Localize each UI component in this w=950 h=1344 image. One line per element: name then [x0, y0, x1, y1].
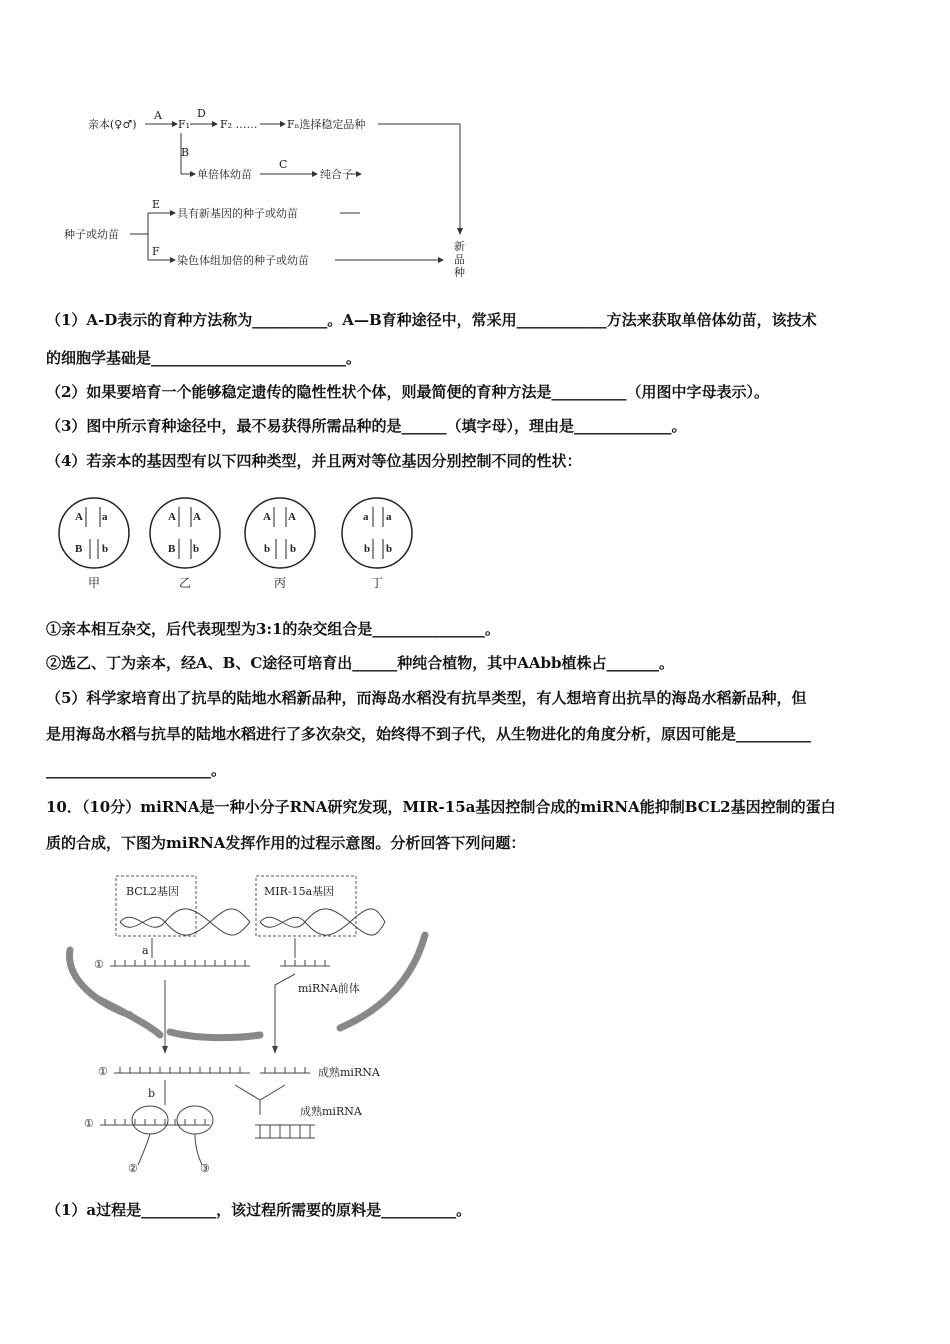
circle-3: ③	[200, 1162, 210, 1175]
parent-label: 亲本(♀♂)	[88, 118, 137, 131]
label-seed: 种子或幼苗	[64, 228, 119, 241]
svg-text:A: A	[193, 511, 201, 523]
genotype-cells	[50, 495, 430, 590]
label-f2: F₂ ……	[220, 118, 258, 131]
svg-text:b: b	[102, 543, 109, 555]
label-polyploid: 染色体组加倍的种子或幼苗	[177, 254, 309, 267]
bcl2-dna	[120, 909, 250, 935]
label-newvar-1: 新	[454, 240, 465, 253]
cell-yi-label: 乙	[179, 576, 192, 590]
svg-text:a: a	[363, 511, 369, 523]
mature-label-2: 成熟miRNA	[300, 1105, 362, 1118]
label-newgene: 具有新基因的种子或幼苗	[177, 207, 298, 220]
arrowhead-fn	[280, 121, 286, 127]
arrowhead-pure	[356, 171, 362, 177]
label-b: b	[148, 1087, 156, 1100]
mature-label-1: 成熟miRNA	[318, 1066, 380, 1079]
question-3: （3）图中所示育种途径中，最不易获得所需品种的是______（填字母），理由是_____________。	[46, 417, 687, 435]
bcl2-gene-label: BCL2基因	[126, 885, 180, 898]
label-a: a	[142, 944, 149, 957]
question-4-1: ①亲本相互杂交，后代表现型为3:1的杂交组合是_______________。	[46, 620, 500, 638]
circle-1c: ①	[84, 1117, 94, 1130]
arrowhead-d	[212, 121, 218, 127]
cell-bing-label: 丙	[274, 576, 287, 590]
svg-text:a: a	[386, 511, 392, 523]
mir-gene-label: MIR-15a基因	[264, 885, 335, 898]
cell-jia-label: 甲	[88, 576, 101, 590]
arrowhead-down	[457, 228, 463, 235]
question-5-line3: ______________________。	[46, 761, 227, 779]
svg-text:b: b	[264, 543, 271, 555]
cell-bing	[245, 498, 315, 590]
question-10-line1: 10．（10分）miRNA是一种小分子RNA研究发现，MIR-15a基因控制合成的miRNA能抑制BCL2基因控制的蛋白	[46, 798, 836, 816]
nuclear-membrane	[70, 935, 425, 1038]
label-f: F	[152, 245, 160, 258]
arrowhead-c	[312, 171, 318, 177]
svg-text:b: b	[193, 543, 200, 555]
svg-text:A: A	[168, 511, 176, 523]
arrowhead-haploid	[190, 171, 196, 177]
precursor-label: miRNA前体	[298, 982, 360, 995]
question-2: （2）如果要培育一个能够稳定遗传的隐性性状个体，则最简便的育种方法是__________（用图中字母表示）。	[46, 383, 769, 401]
arrowhead-e	[170, 210, 176, 216]
label-c: C	[279, 158, 288, 171]
question-5-line1: （5）科学家培育出了抗旱的陆地水稻新品种，而海岛水稻没有抗旱类型，有人想培育出抗旱的海岛水稻新品种，但	[46, 689, 807, 707]
label-newvar-3: 种	[454, 266, 465, 279]
question-5-line2: 是用海岛水稻与抗旱的陆地水稻进行了多次杂交，始终得不到子代，从生物进化的角度分析，原因可能是__________	[46, 725, 812, 743]
svg-text:A: A	[75, 511, 83, 523]
mirna-diagram	[40, 870, 440, 1180]
label-pure: 纯合子	[320, 168, 353, 181]
label-haploid: 单倍体幼苗	[197, 168, 252, 181]
cell-jia	[59, 498, 129, 590]
label-b: B	[181, 146, 190, 159]
svg-text:B: B	[75, 543, 83, 555]
question-4: （4）若亲本的基因型有以下四种类型，并且两对等位基因分别控制不同的性状：	[46, 452, 582, 470]
circle-2: ②	[128, 1162, 138, 1175]
arrowhead-f	[170, 257, 176, 263]
question-1-line1: （1）A-D表示的育种方法称为__________。A—B育种途径中，常采用____________方法来获取单倍体幼苗，该技术	[46, 311, 817, 329]
svg-text:A: A	[263, 511, 271, 523]
cell-ding-label: 丁	[371, 576, 384, 590]
cell-ding	[342, 498, 412, 590]
cell-yi	[150, 498, 220, 590]
svg-text:a: a	[102, 511, 108, 523]
svg-text:A: A	[288, 511, 296, 523]
circle-1a: ①	[94, 958, 104, 971]
question-10-line2: 质的合成，下图为miRNA发挥作用的过程示意图。分析回答下列问题：	[46, 834, 526, 852]
svg-text:b: b	[364, 543, 371, 555]
mir-dna	[260, 909, 385, 935]
ribosome-1	[132, 1106, 168, 1134]
circle-1b: ①	[98, 1065, 108, 1078]
label-e: E	[152, 198, 161, 211]
label-f1: F₁	[178, 118, 191, 131]
question-10-1: （1）a过程是__________，该过程所需要的原料是__________。	[46, 1201, 472, 1219]
label-newvar-2: 品	[454, 253, 465, 266]
question-4-2: ②选乙、丁为亲本，经A、B、C途径可培育出______种纯合植物，其中AAbb植株占_______。	[46, 654, 675, 672]
svg-text:b: b	[290, 543, 297, 555]
label-a: A	[154, 109, 162, 122]
label-d: D	[197, 107, 206, 120]
breeding-diagram	[60, 105, 480, 285]
svg-text:B: B	[168, 543, 176, 555]
label-fn: Fₙ选择稳定品种	[287, 118, 366, 131]
question-1-line2: 的细胞学基础是__________________________。	[46, 349, 362, 367]
arrowhead-polyploid	[438, 257, 444, 263]
svg-text:b: b	[386, 543, 393, 555]
